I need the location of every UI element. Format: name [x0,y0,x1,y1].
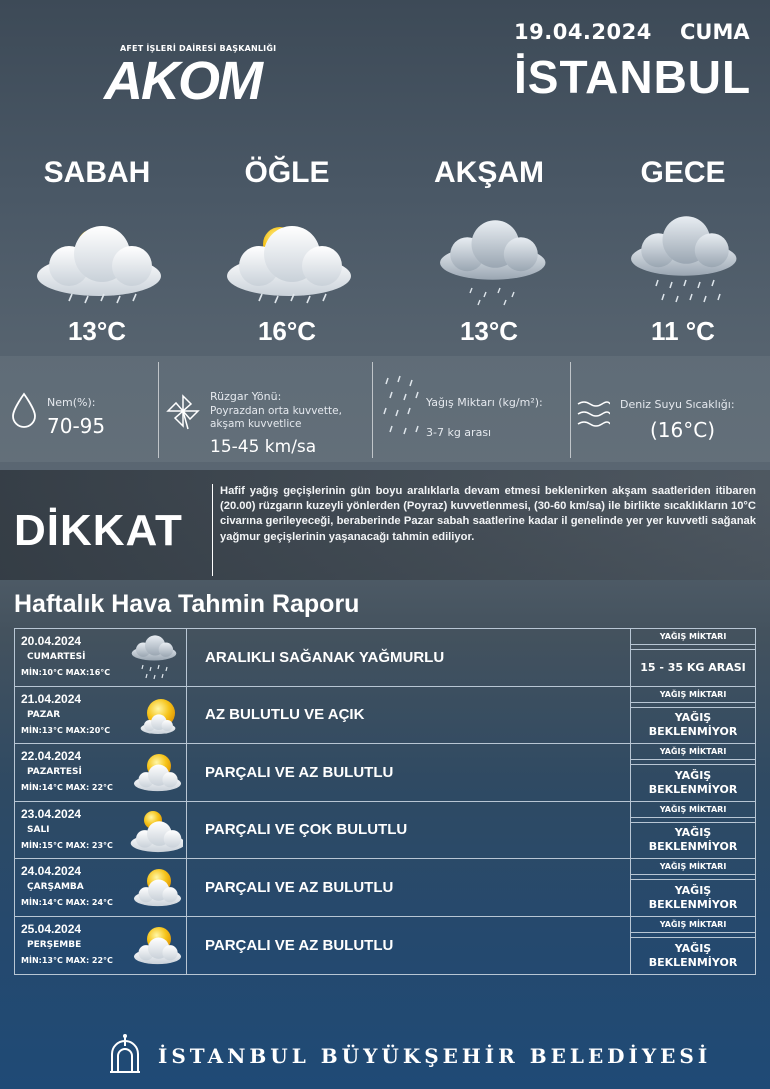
wind-desc-2: akşam kuvvetlice [210,418,302,430]
period-temp: 16°C [257,316,317,346]
sea-temp-label: Deniz Suyu Sıcaklığı: [620,398,735,411]
stat-divider [570,362,571,458]
row-date: 23.04.2024 [21,806,82,821]
table-row [15,744,755,802]
humidity-label: Nem(%): [47,396,96,409]
sun-cloud-rain-icon [22,208,172,308]
rain-value: 3-7 kg arası [426,426,492,439]
row-date: 22.04.2024 [21,749,82,763]
cloud-sun-icon [127,806,183,854]
sea-temp-value: (16°C) [650,418,716,442]
day-cell [15,629,187,686]
wind-desc-1: Poyrazdan orta kuvvette, [210,405,342,417]
row-date: 20.04.2024 [21,634,82,648]
row-date: 21.04.2024 [21,691,82,706]
stat-divider [372,362,373,458]
rain-cell [631,629,755,686]
rain-header: YAĞIŞ MİKTARI [631,802,755,818]
rain-amount: YAĞIŞ BEKLENMİYOR [631,822,755,859]
row-weekday: SALI [27,824,50,835]
period-gece [598,156,768,347]
rain-header: YAĞIŞ MİKTARI [631,629,755,645]
row-minmax: MİN:13°C MAX:20°C [21,725,111,735]
day-cell [15,917,187,975]
sun-cloud-icon [127,921,183,969]
period-ogle [202,156,372,347]
rain-amount: 15 - 35 KG ARASI [631,649,755,686]
period-temp: 11 °C [651,316,715,346]
ibb-emblem-icon [108,1032,142,1076]
rain-amount: YAĞIŞ BEKLENMİYOR [631,707,755,744]
warning-title: DİKKAT [14,506,183,555]
forecast-desc: PARÇALI VE AZ BULUTLU [187,917,631,975]
period-temp: 13°C [67,316,127,346]
stat-divider [158,362,159,458]
period-name: SABAH [43,156,151,189]
cloud-rain-icon [608,208,758,308]
forecast-desc: PARÇALI VE ÇOK BULUTLU [187,802,631,859]
cloud-rain-icon [127,633,183,681]
period-temp: 13°C [459,316,519,346]
forecast-desc: PARÇALI VE AZ BULUTLU [187,859,631,916]
table-row [15,802,755,860]
sun-cloud-icon [127,748,183,796]
day-cell [15,802,187,859]
period-name: ÖĞLE [244,156,330,189]
period-aksam [404,156,574,347]
row-weekday: ÇARŞAMBA [27,882,84,892]
table-row [15,687,755,745]
period-name: GECE [640,156,726,189]
row-weekday: CUMARTESİ [27,652,86,662]
rain-amount: YAĞIŞ BEKLENMİYOR [631,937,755,975]
period-name: AKŞAM [434,156,544,189]
report-weekday: CUMA [680,20,750,44]
row-date: 24.04.2024 [21,864,82,878]
wind-label: Rüzgar Yönü: [210,390,282,403]
row-minmax: MİN:15°C MAX: 23°C [21,840,113,850]
rain-drops-icon [380,372,426,450]
table-row [15,629,755,687]
rain-header: YAĞIŞ MİKTARI [631,687,755,703]
rain-header: YAĞIŞ MİKTARI [631,917,755,933]
row-minmax: MİN:10°C MAX:16°C [21,668,111,677]
weekly-table [14,628,756,975]
row-minmax: MİN:13°C MAX: 22°C [21,955,113,965]
sea-waves-icon [576,398,610,430]
row-weekday: PERŞEMBE [27,939,82,950]
pinwheel-icon [164,392,202,430]
rain-cell [631,917,755,975]
day-cell [15,687,187,744]
weekly-title: Haftalık Hava Tahmin Raporu [14,590,360,618]
day-cell [15,744,187,801]
rain-cell [631,802,755,859]
cloud-drizzle-icon [414,208,564,308]
rain-cell [631,687,755,744]
forecast-desc: AZ BULUTLU VE AÇIK [187,687,631,744]
row-weekday: PAZAR [27,709,61,720]
row-date: 25.04.2024 [21,921,82,936]
water-drop-icon [10,392,38,428]
wind-value: 15-45 km/sa [210,437,317,457]
akom-logo: AKOM [104,51,261,111]
warning-text: Hafif yağış geçişlerinin gün boyu aralıklarla devam etmesi beklenirken akşam saatleriden itibaren (20.00) rüzgarın kuzeyli yönlerden (Poyraz) kuvvetlenmesi, (30-60 km/sa) ile birlikte sıcaklıkların 10°C civarına gerileyeceği, beraberinde Pazar sabah saatlerine kadar il genelinde yer yer kuvvetli sağanak yağmur geçişlerinin yaşanacağı tahmin ediliyor. [220,485,756,543]
humidity-value: 70-95 [47,414,106,438]
logo-subtitle: AFET İŞLERİ DAİRESİ BAŞKANLIĞI [120,44,277,53]
report-date: 19.04.2024 [514,20,652,44]
rain-cell [631,744,755,801]
rain-header: YAĞIŞ MİKTARI [631,744,755,760]
table-row [15,859,755,917]
sun-cloud-icon [127,863,183,911]
row-minmax: MİN:14°C MAX: 22°C [21,783,113,792]
footer-org: İSTANBUL BÜYÜKŞEHİR BELEDİYESİ [158,1044,712,1068]
period-sabah [12,156,182,347]
rain-amount: YAĞIŞ BEKLENMİYOR [631,879,755,916]
table-row [15,917,755,975]
rain-cell [631,859,755,916]
day-cell [15,859,187,916]
row-weekday: PAZARTESİ [27,767,82,777]
forecast-desc: ARALIKLI SAĞANAK YAĞMURLU [187,629,631,686]
forecast-desc: PARÇALI VE AZ BULUTLU [187,744,631,801]
row-minmax: MİN:14°C MAX: 24°C [21,898,113,907]
rain-label: Yağış Miktarı (kg/m²): [426,396,543,409]
city-name: İSTANBUL [514,51,752,103]
rain-header: YAĞIŞ MİKTARI [631,859,755,875]
sun-cloud-rain-icon [212,208,362,308]
warning-divider [212,484,213,576]
sun-small-cloud-icon [127,691,183,739]
rain-amount: YAĞIŞ BEKLENMİYOR [631,764,755,801]
